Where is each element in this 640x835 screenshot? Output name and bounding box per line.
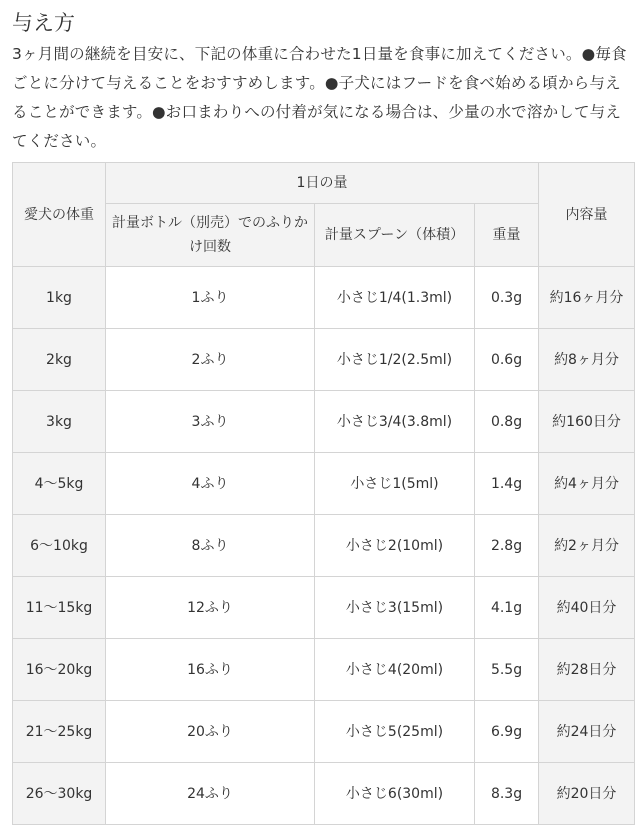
cell-spoon: 小さじ4(20ml) xyxy=(315,639,475,701)
header-daily-amount: 1日の量 xyxy=(106,163,539,204)
usage-description: 3ヶ月間の継続を目安に、下記の体重に合わせた1日量を食事に加えてください。●毎食ごとに分けて与えることをおすすめします。●子犬にはフードを食べ始める頃から与えることができます。●お口まわりへの付着が気になる場合は、少量の水で溶かして与えてください。 xyxy=(12,45,627,150)
cell-mass: 5.5g xyxy=(475,639,539,701)
cell-mass: 6.9g xyxy=(475,701,539,763)
cell-mass: 0.3g xyxy=(475,267,539,329)
cell-shakes: 1ふり xyxy=(106,267,315,329)
cell-period: 約8ヶ月分 xyxy=(539,329,635,391)
cell-period: 約4ヶ月分 xyxy=(539,453,635,515)
cell-spoon: 小さじ5(25ml) xyxy=(315,701,475,763)
table-row xyxy=(13,515,635,577)
header-spoon-volume: 計量スプーン（体積） xyxy=(315,204,475,267)
cell-period: 約16ヶ月分 xyxy=(539,267,635,329)
cell-shakes: 20ふり xyxy=(106,701,315,763)
table-row xyxy=(13,267,635,329)
cell-weight: 21～25kg xyxy=(13,701,106,763)
cell-shakes: 24ふり xyxy=(106,763,315,825)
cell-shakes: 3ふり xyxy=(106,391,315,453)
cell-weight: 2kg xyxy=(13,329,106,391)
cell-weight: 6～10kg xyxy=(13,515,106,577)
cell-period: 約40日分 xyxy=(539,577,635,639)
cell-mass: 0.6g xyxy=(475,329,539,391)
cell-mass: 1.4g xyxy=(475,453,539,515)
cell-spoon: 小さじ1(5ml) xyxy=(315,453,475,515)
cell-weight: 11～15kg xyxy=(13,577,106,639)
cell-weight: 4～5kg xyxy=(13,453,106,515)
table-row xyxy=(13,577,635,639)
cell-shakes: 2ふり xyxy=(106,329,315,391)
cell-period: 約20日分 xyxy=(539,763,635,825)
cell-shakes: 12ふり xyxy=(106,577,315,639)
cell-mass: 4.1g xyxy=(475,577,539,639)
dosage-table xyxy=(12,162,635,825)
cell-weight: 26～30kg xyxy=(13,763,106,825)
table-row xyxy=(13,453,635,515)
cell-mass: 2.8g xyxy=(475,515,539,577)
cell-spoon: 小さじ2(10ml) xyxy=(315,515,475,577)
section-title: 与え方 xyxy=(12,11,75,35)
cell-weight: 3kg xyxy=(13,391,106,453)
cell-mass: 0.8g xyxy=(475,391,539,453)
dosage-table-header xyxy=(13,163,635,267)
cell-shakes: 16ふり xyxy=(106,639,315,701)
cell-weight: 16～20kg xyxy=(13,639,106,701)
cell-spoon: 小さじ3/4(3.8ml) xyxy=(315,391,475,453)
table-row xyxy=(13,391,635,453)
table-row xyxy=(13,639,635,701)
cell-spoon: 小さじ6(30ml) xyxy=(315,763,475,825)
table-row xyxy=(13,763,635,825)
cell-period: 約28日分 xyxy=(539,639,635,701)
cell-period: 約2ヶ月分 xyxy=(539,515,635,577)
header-mass: 重量 xyxy=(475,204,539,267)
table-row xyxy=(13,701,635,763)
cell-period: 約24日分 xyxy=(539,701,635,763)
cell-spoon: 小さじ1/2(2.5ml) xyxy=(315,329,475,391)
table-row xyxy=(13,329,635,391)
header-dog-weight: 愛犬の体重 xyxy=(13,163,106,267)
cell-spoon: 小さじ3(15ml) xyxy=(315,577,475,639)
cell-shakes: 4ふり xyxy=(106,453,315,515)
cell-spoon: 小さじ1/4(1.3ml) xyxy=(315,267,475,329)
cell-weight: 1kg xyxy=(13,267,106,329)
header-bottle-shakes: 計量ボトル（別売）でのふりかけ回数 xyxy=(106,204,315,267)
cell-mass: 8.3g xyxy=(475,763,539,825)
cell-shakes: 8ふり xyxy=(106,515,315,577)
header-content-period: 内容量 xyxy=(539,163,635,267)
dosage-table-body xyxy=(13,267,635,825)
cell-period: 約160日分 xyxy=(539,391,635,453)
